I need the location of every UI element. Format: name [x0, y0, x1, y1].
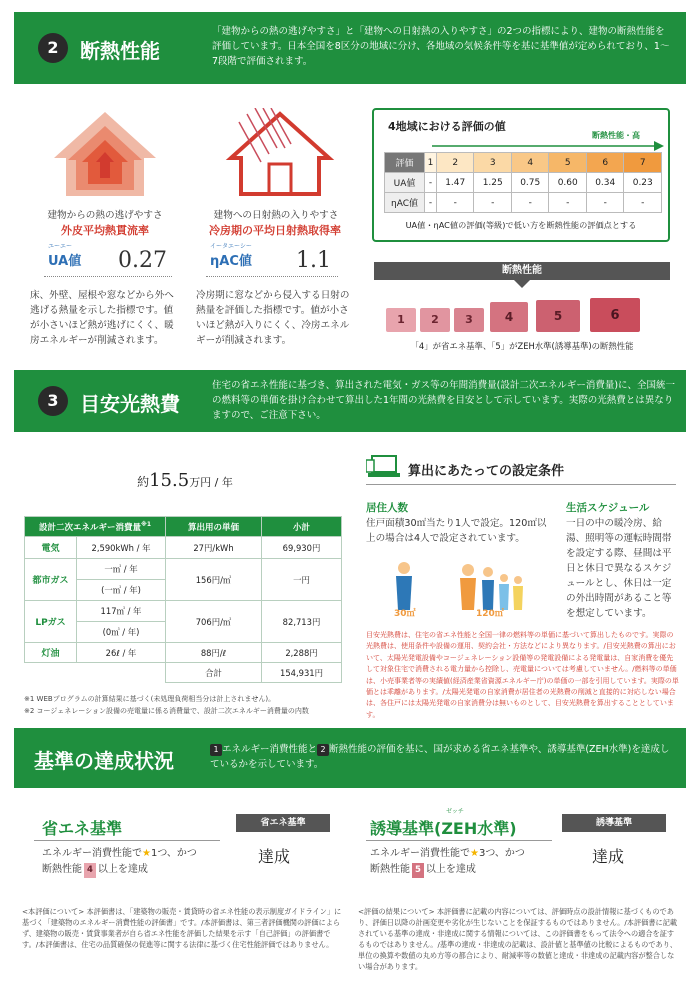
section3-desc: 住宅の省エネ性能に基づき、算出された電気・ガス等の年間消費量(設計二次エネルギー消費量)に、全国統一の燃料等の単価を掛け合わせて算出した1年間の光熱費を目安として示しています。実際の光熱費とは異なりますので、ご注意下さい。 [212, 380, 676, 421]
eval-grade: 1 [425, 153, 437, 173]
schedule-desc: 一日の中の暖冷房、給湯、照明等の運転時間帯を設定する際、昼間は平日と休日で異なるスケジュールとし、休日は一定の外出時間があること等を想定しています。 [566, 518, 672, 619]
eval-cell: 1.47 [436, 173, 474, 193]
goal1-line1b: 1つ、かつ [150, 848, 197, 859]
area-30: 30㎡ [394, 609, 416, 619]
cost-prefix: 約 [137, 475, 150, 489]
eval-cell: - [436, 193, 474, 213]
eval-cell: 0.60 [549, 173, 587, 193]
eta-name: 冷房期の平均日射熱取得率 [209, 224, 341, 237]
goal2-title: 誘導基準(ZEH水準) [370, 819, 517, 838]
ua-desc: 床、外壁、屋根や窓などから外へ逃げる熱量を示した指標です。値が小さいほど熱が逃げにくく、暖房エネルギーが削減されます。 [30, 290, 174, 346]
cost-row-price: 156円/㎥ [166, 559, 262, 601]
cost-row-label: 灯油 [25, 643, 77, 663]
goal2-ruby: ゼッチ [446, 808, 464, 815]
evaluation-arrow-icon [432, 140, 664, 152]
ua-value: 0.27 [118, 248, 167, 273]
step-label: 3 [465, 313, 473, 326]
laptop-icon [366, 454, 402, 480]
evaluation-arrow-label: 断熱性能・高 [592, 131, 640, 140]
section4-text-1: エネルギー消費性能と [222, 744, 318, 755]
cost-row-price: 88円/ℓ [166, 643, 262, 663]
cost-head-usage-text: 設計二次エネルギー消費量 [38, 522, 141, 533]
eval-cell: 0.75 [511, 173, 549, 193]
goal2-badge: 5 [412, 863, 424, 878]
eval-cell: - [511, 193, 549, 213]
conditions-title: 算出にあたっての設定条件 [408, 464, 565, 479]
eval-cell: 0.34 [586, 173, 624, 193]
cost-row-usage-alt: (一㎥ / 年) [77, 580, 166, 601]
cost-row-usage: 2,590kWh / 年 [77, 537, 166, 559]
insulation-bar-pointer-icon [514, 280, 530, 288]
goal1-line2 [42, 862, 148, 878]
ua-underline [44, 276, 172, 277]
goal1-rule [34, 840, 220, 841]
insulation-bar: 断熱性能 [374, 262, 670, 280]
cost-row-price: 27円/kWh [166, 537, 262, 559]
cost-row-label: LPガス [25, 601, 77, 643]
cost-row-subtotal: 2,288円 [262, 643, 342, 663]
insulation-step-note: 「4」が省エネ基準、「5」がZEH水準(誘導基準)の断熱性能 [410, 341, 634, 351]
eval-cell: - [474, 193, 512, 213]
conditions-red-note: 目安光熱費は、住宅の省エネ性能と全国一律の燃料等の単価に基づいて算出したものです。実際の光熱費は、使用条件や設備の運用、契約会社・方法などにより異なります。/目安光熱費の算出において、太陽光発電設備やコージェネレーション設備等の発電設備による発電量は、自家消費を優先して対象住宅で消費される電力量から控除し、売電量については考慮していません。/燃料等の単価は、小売事業者等の実績値(経済産業省資源エネルギー庁)の単価の一部を引用しています。実際の単価とは乖離があります。/太陽光発電の自家消費が居住者の光熱費の削減と直接的に対応しない場合は、各住戸には太陽光発電の自家消費分は無いものとして、目安光熱費を算出することとしています。 [366, 631, 679, 719]
eval-cell: - [586, 193, 624, 213]
cost-row-usage-alt: (0㎥ / 年) [77, 622, 166, 643]
badge-2: 2 [317, 744, 329, 756]
goal2-line2b: 以上を達成 [425, 864, 476, 875]
house-solar-gain-icon [225, 108, 335, 198]
eta-ruby: イータエーシー [210, 243, 252, 250]
goal2-rule [366, 840, 552, 841]
house-heat-loss-icon [50, 108, 160, 198]
eta-underline [206, 276, 338, 277]
goal1-line1a: エネルギー消費性能で [42, 848, 142, 859]
conditions-rule [366, 484, 676, 485]
goal1-line2b: 以上を達成 [97, 864, 148, 875]
goal1-line2a: 断熱性能 [42, 864, 82, 875]
goal1-result: 達成 [258, 847, 291, 866]
goal1-line1 [42, 846, 197, 861]
eval-grade: 4 [511, 153, 549, 173]
cost-row-subtotal: 82,713円 [262, 601, 342, 643]
badge-1: 1 [210, 744, 222, 756]
eta-value: 1.1 [296, 248, 331, 273]
ua-label: UA値 [48, 254, 82, 269]
step-label: 6 [610, 308, 620, 323]
ua-name: 外皮平均熱貫流率 [61, 224, 149, 237]
eval-cell: - [549, 193, 587, 213]
eval-row-label: ηAC値 [385, 193, 425, 213]
eval-grade: 6 [586, 153, 624, 173]
footer-note-left: <本評価について> 本評価書は、「建築物の販売・賃貸時の省エネ性能の表示制度ガイドライン」に基づく「建築物のエネルギー消費性能の評価書」です。/本評価書は、第三者評価機関の評価によらず、建築物の販売・賃貸事業者が自ら省エネ性能を評価した結果を示す「自己評価」の評価書です。/本評価書は、住宅の品質確保の促進等に関する法律に基づく住宅性能評価ではありません。 [22, 907, 342, 949]
goal1-title: 省エネ基準 [42, 819, 123, 838]
footer-note-right: <評価の結果について> 本評価書に記載の内容については、評価時点の設計情報に基づくものであり、評価日以降の計画変更や劣化が生じないことを保証するものではありません。/本評価書に記載されている基準の達成・非達成に関する情報については、この評価書をもって法令への適合を証するものではありません。/基準の達成・非達成の記載は、設計値と基準値の比較によるものであり、単位の換算や数値の丸め方等の都合により、耐減率等の数値と達成・非達成の記載内容が整合しない場合があります。 [358, 907, 678, 971]
cost-row-price: 706円/㎥ [166, 601, 262, 643]
section4-header [14, 728, 686, 788]
cost-head-subtotal: 小計 [262, 517, 342, 537]
cost-unit: 万円 / 年 [189, 476, 233, 489]
step-label: 4 [504, 310, 514, 324]
cost-value: 15.5 [149, 470, 190, 491]
people-title: 居住人数 [366, 502, 408, 514]
section4-desc [210, 742, 674, 772]
cost-row-label: 電気 [25, 537, 77, 559]
eval-grade: 7 [624, 153, 662, 173]
cost-total-blank [25, 663, 166, 683]
eval-grade: 5 [549, 153, 587, 173]
section3-number: 3 [38, 386, 68, 416]
star-icon: ★ [470, 848, 479, 859]
cost-note-1: ※1 WEBプログラムの計算結果に基づく(未処理負荷相当分は計上されません)。 [24, 695, 276, 703]
cost-table [24, 516, 342, 683]
eta-label: ηAC値 [210, 254, 252, 269]
goal2-result: 達成 [592, 847, 625, 866]
evaluation-table [384, 152, 662, 213]
step-label: 5 [553, 309, 563, 323]
goal2-tag: 誘導基準 [562, 814, 666, 832]
ua-ruby: ユーエー [48, 243, 73, 250]
eval-cell: - [425, 173, 437, 193]
section2-desc: 「建物からの熱の逃げやすさ」と「建物への日射熱の入りやすさ」の2つの指標により、建物の断熱性能を評価しています。日本全国を8区分の地域に分け、各地域の気候条件等を基に基準値が定められており、1〜7段階で評価されます。 [212, 26, 670, 67]
cost-row-usage: 一㎥ / 年 [77, 559, 166, 580]
step-label: 2 [431, 313, 439, 326]
eval-cell: 1.25 [474, 173, 512, 193]
section4-title: 基準の達成状況 [34, 749, 174, 773]
eval-grade: 2 [436, 153, 474, 173]
goal2-line1b: 3つ、かつ [478, 848, 525, 859]
eta-desc: 冷房期に窓などから侵入する日射の熱量を評価した指標です。値が小さいほど熱が入りにくく、冷房エネルギーが削減されます。 [196, 290, 350, 346]
schedule-title: 生活スケジュール [566, 502, 650, 514]
cost-headline [120, 470, 250, 491]
eval-grade: 3 [474, 153, 512, 173]
section3-title: 目安光熱費 [80, 392, 180, 416]
cost-total-value: 154,931円 [262, 663, 342, 683]
section2-title: 断熱性能 [80, 39, 160, 63]
eval-head: 評価 [385, 153, 425, 173]
star-icon: ★ [142, 848, 151, 859]
cost-note-2: ※2 コージェネレーション設備の売電量に係る消費量で、設計二次エネルギー消費量の内数 [24, 707, 309, 715]
section4-text-2: 断熱性能の評価を基に、国が求める省エネ基準や、誘導基準(ZEH水準)を達成しているかを示しています。 [210, 744, 670, 770]
cost-head-usage-sup: ※1 [141, 520, 152, 528]
goal1-badge: 4 [84, 863, 96, 878]
goal2-line1a: エネルギー消費性能で [370, 848, 470, 859]
goal2-line2a: 断熱性能 [370, 864, 410, 875]
area-120: 120㎡ [476, 609, 504, 619]
goal2-line1 [370, 846, 525, 861]
eta-caption: 建物への日射熱の入りやすさ [213, 210, 339, 221]
ua-caption: 建物からの熱の逃げやすさ [47, 210, 163, 221]
evaluation-title: 4地域における評価の値 [388, 120, 506, 133]
eval-cell: 0.23 [624, 173, 662, 193]
residents-icon [388, 560, 538, 610]
evaluation-note: UA値・ηAC値の評価(等級)で低い方を断熱性能の評価点とする [405, 220, 637, 230]
section2-number: 2 [38, 33, 68, 63]
cost-row-usage: 26ℓ / 年 [77, 643, 166, 663]
cost-total-label: 合計 [166, 663, 262, 683]
insulation-steps [386, 298, 658, 336]
cost-head-price: 算出用の単価 [166, 517, 262, 537]
cost-row-subtotal: 69,930円 [262, 537, 342, 559]
section2-header [14, 12, 686, 84]
section3-header [14, 370, 686, 432]
cost-row-subtotal: 一円 [262, 559, 342, 601]
people-desc: 住戸面積30㎡当たり1人で設定。120㎡以上の場合は4人で設定されています。 [366, 518, 547, 544]
eval-cell: - [624, 193, 662, 213]
cost-row-usage: 117㎥ / 年 [77, 601, 166, 622]
cost-head-usage [25, 517, 166, 537]
eval-row-label: UA値 [385, 173, 425, 193]
step-label: 1 [397, 313, 405, 326]
goal2-line2 [370, 862, 476, 878]
eval-cell: - [425, 193, 437, 213]
goal1-tag: 省エネ基準 [236, 814, 330, 832]
cost-row-label: 都市ガス [25, 559, 77, 601]
